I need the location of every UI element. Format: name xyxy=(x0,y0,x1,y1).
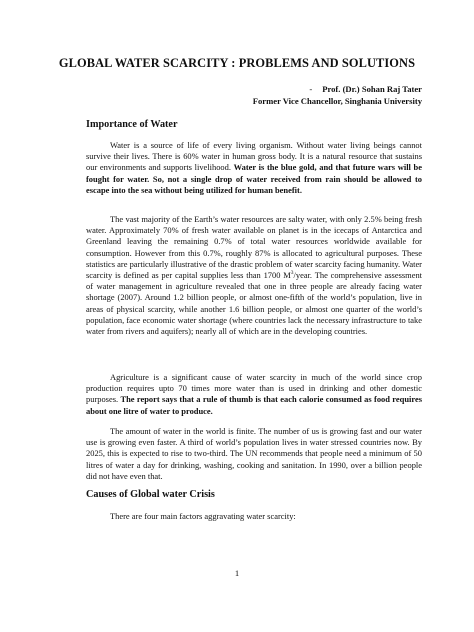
author-role: Former Vice Chancellor, Singhania University xyxy=(252,96,422,106)
author-name-line xyxy=(253,83,422,95)
paragraph-3 xyxy=(86,372,422,417)
paragraph-2 xyxy=(86,214,422,337)
paragraph-2-text-a: The vast majority of the Earth’s water resources are salty water, with only 2.5% being fresh water. Approximately 70% of fresh water available on planet is in the icecaps of Antarctica and Greenland leaving the remaining 0.7% of total water resources worldwide available for consumption. However from this 0.7%, roughly 87% is allocated to agricultural purposes. These statistics are particularly illustrative of the drastic problem of water scarcity facing humanity. Water scarcity is defined as per capital supplies less than 1700 M xyxy=(86,214,422,281)
author-name: Prof. (Dr.) Sohan Raj Tater xyxy=(322,84,422,94)
paragraph-3-bold: The report says that a rule of thumb is that each calorie consumed as food requires about one litre of water to produce. xyxy=(86,394,422,416)
document-title: GLOBAL WATER SCARCITY : PROBLEMS AND SOLUTIONS xyxy=(58,56,416,70)
paragraph-1-bold: Water is the blue gold, and that future wars will be fought for water. So, not a single drop of water received from rain should be allowed to escape into the sea without being utilized for human benefit. xyxy=(86,162,422,195)
paragraph-4-text: The amount of water in the world is finite. The number of us is growing fast and our water use is growing even faster. A third of world’s population lives in water stressed countries now. By 2025, this is expected to rise to two-third. The UN recommends that people need a minimum of 50 litres of water a day for drinking, washing, cooking and sanitation. In 1990, over a billion people did not have even that. xyxy=(86,426,422,481)
section-heading-importance: Importance of Water xyxy=(86,119,178,130)
paragraph-1 xyxy=(86,140,422,196)
paragraph-2-text-b: /year. The comprehensive assessment of water management in agriculture revealed that one in three people are already facing water shortage (2007). Around 1.2 billion people, or almost one-fifth of the world’s population, live in areas of physical scarcity, while another 1.6 billion people, or almost one quarter of the world’s population, face economic water shortage (where countries lack the necessary infrastructure to take water from rivers and aquifers); nearly all of which are in the developing countries. xyxy=(86,270,423,337)
paragraph-3-text: Agriculture is a significant cause of water scarcity in much of the world since crop production requires upto 70 times more water than is used in drinking and other domestic purposes. xyxy=(86,372,422,405)
paragraph-5-text: There are four main factors aggravating water scarcity: xyxy=(110,511,296,521)
section-heading-causes: Causes of Global water Crisis xyxy=(86,489,215,500)
author-block xyxy=(253,83,422,107)
author-dash: - xyxy=(309,84,313,94)
page-number: 1 xyxy=(234,568,240,578)
paragraph-5 xyxy=(86,511,422,522)
paragraph-4 xyxy=(86,426,422,482)
superscript-3: 3 xyxy=(290,270,294,277)
paragraph-1-text: Water is a source of life of every living organism. Without water living beings cannot survive their lives. There is 60% water in human gross body. It is a natural resource that sustains our environments and supports livelihood. xyxy=(86,140,422,173)
